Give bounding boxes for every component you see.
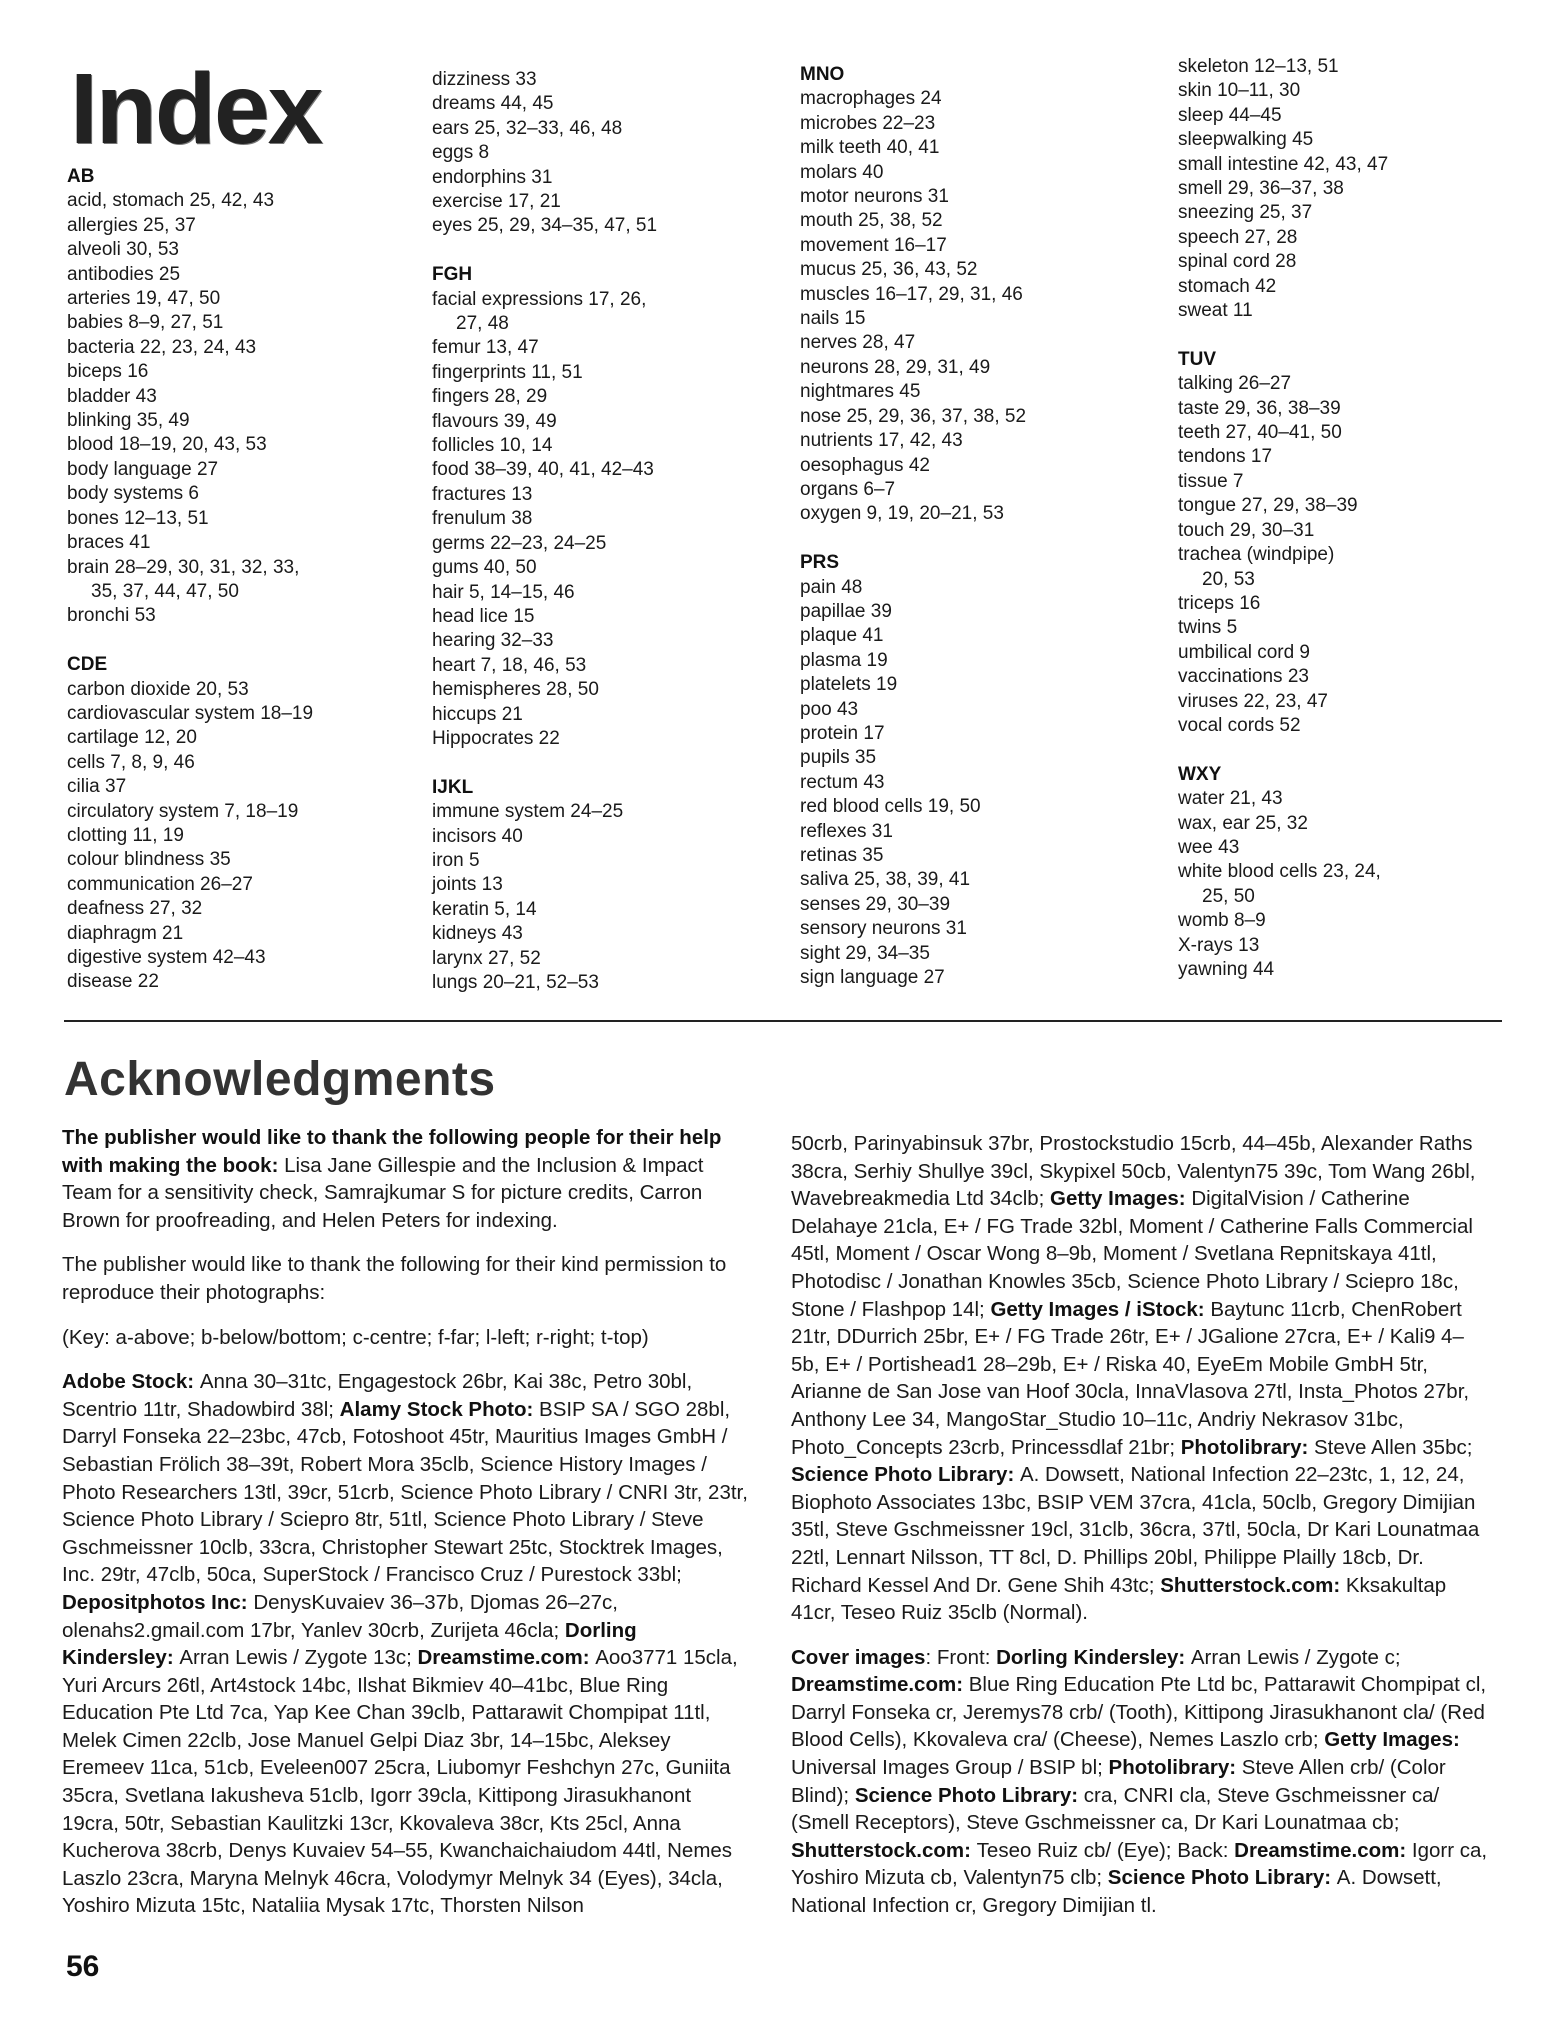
credit-text: DenysKuvaiev 36–37b, Djomas 26–27c, olenahs2.gmail.com 17br, Yanlev 30crb, Zurijeta 46cla; (62, 1590, 618, 1642)
index-section (1178, 348, 1508, 739)
index-entry: small intestine 42, 43, 47 (1178, 153, 1389, 175)
index-entry: communication 26–27 (67, 873, 253, 895)
index-entry: skin 10–11, 30 (1178, 80, 1301, 102)
index-entry: pupils 35 (800, 747, 877, 769)
index-entry: sleep 44–45 (1178, 104, 1282, 126)
credit-source-label: The publisher would like to thank the following people for their help with making the book: (62, 1126, 722, 1177)
credit-source-label: Science Photo Library: (791, 1463, 1020, 1487)
index-entry: carbon dioxide 20, 53 (67, 678, 249, 700)
index-entry: nerves 28, 47 (800, 332, 916, 354)
index-entry: red blood cells 19, 50 (800, 796, 981, 818)
index-column-1 (67, 165, 397, 1019)
index-entry: senses 29, 30–39 (800, 893, 951, 915)
index-entry: cilia 37 (67, 776, 127, 798)
index-entry: microbes 22–23 (800, 112, 936, 134)
credit-source-label: Science Photo Library: (1107, 1866, 1337, 1890)
index-entry: blood 18–19, 20, 43, 53 (67, 434, 267, 456)
credit-text: Steve Allen crb/ (Color Blind); (791, 1756, 1446, 1807)
index-section (432, 263, 762, 751)
index-entry: clotting 11, 19 (67, 824, 184, 846)
index-entry: fractures 13 (432, 483, 533, 505)
index-entry: antibodies 25 (67, 263, 181, 285)
index-entry: bladder 43 (67, 385, 157, 407)
credit-text: Aoo3771 15cla, Yuri Arcurs 26tl, Art4stock 14bc, Ilshat Bikmiev 40–41bc, Blue Ring Education Pte Ltd 7ca, Yap Kee Chan 39clb, Pattarawit Chompipat 11tl, Melek Cimen 22clb, Jose Manuel Gelpi Diaz 3br, 14–15bc, Aleksey Eremeev 11ca, 51cb, Eveleen007 25cra, Liubomyr Feshchyn 27c, Guniita 35cra, Svetlana Iakusheva 51clb, Igorr 39cla, Kittipong Jirasukhanont 19cra, 50tr, Sebastian Kaulitzki 13cr, Kkovaleva 38cr, Kts 25cl, Anna Kucherova 38crb, Denys Kuvaiev 54–55, Kwanchaichaiudom 44tl, Nemes Laszlo 23cra, Maryna Melnyk 46cra, Volodymyr Melnyk 34 (Eyes), 34cla, Yoshiro Mizuta 15tc, Nataliia Mysak 17tc, Thorsten Nilson (62, 1646, 738, 1918)
index-entry: sweat 11 (1178, 300, 1253, 322)
index-entry: nose 25, 29, 36, 37, 38, 52 (800, 405, 1027, 427)
index-entry: womb 8–9 (1178, 910, 1266, 932)
index-entry: twins 5 (1178, 617, 1238, 639)
index-entry: blinking 35, 49 (67, 410, 190, 432)
acknowledgment-paragraph (62, 1251, 752, 1306)
index-entry: exercise 17, 21 (432, 191, 561, 213)
index-entry: speech 27, 28 (1178, 226, 1298, 248)
index-entry: heart 7, 18, 46, 53 (432, 654, 587, 676)
index-section (432, 776, 762, 996)
index-entry: endorphins 31 (432, 166, 553, 188)
index-entry: body systems 6 (67, 483, 199, 505)
index-entry: vocal cords 52 (1178, 714, 1301, 736)
index-entry: oesophagus 42 (800, 454, 930, 476)
credit-text: Arran Lewis / Zygote c; (1190, 1645, 1401, 1669)
index-entry: trachea (windpipe) (1178, 544, 1335, 566)
index-entry: sneezing 25, 37 (1178, 202, 1313, 224)
acknowledgments-title: Acknowledgments (64, 1053, 496, 1106)
index-entry: milk teeth 40, 41 (800, 137, 940, 159)
index-entry: eyes 25, 29, 34–35, 47, 51 (432, 215, 658, 237)
index-entry: spinal cord 28 (1178, 251, 1297, 273)
index-entry: allergies 25, 37 (67, 214, 196, 236)
index-entry: immune system 24–25 (432, 801, 624, 823)
credit-source-label: Cover images (791, 1645, 926, 1669)
index-entry: neurons 28, 29, 31, 49 (800, 356, 991, 378)
section-divider (64, 1020, 1502, 1022)
index-entry: alveoli 30, 53 (67, 239, 179, 261)
index-entry: retinas 35 (800, 844, 884, 866)
credit-text: Blue Ring Education Pte Ltd bc, Pattarawit Chompipat cl, Darryl Fonseka cr, Jeremys78 crb/ (Tooth), Kittipong Jirasukhanont cla/ (Red Blood Cells), Kkovaleva cra/ (Cheese), Nemes Laszlo crb; (791, 1673, 1487, 1752)
acknowledgments-left-column (62, 1124, 752, 1937)
credit-source-label: Getty Images / iStock: (990, 1297, 1211, 1321)
credit-text: Teseo Ruiz cb/ (Eye); Back: (976, 1838, 1235, 1862)
index-entry: bacteria 22, 23, 24, 43 (67, 336, 257, 358)
credit-source-label: Alamy Stock Photo: (339, 1397, 540, 1421)
index-column-4 (1178, 55, 1508, 1007)
index-entry: arteries 19, 47, 50 (67, 288, 221, 310)
index-entry: vaccinations 23 (1178, 666, 1309, 688)
credit-text: : Front: (925, 1645, 997, 1669)
index-entry: organs 6–7 (800, 478, 896, 500)
index-entry: braces 41 (67, 532, 151, 554)
index-entry: oxygen 9, 19, 20–21, 53 (800, 503, 1004, 525)
index-entry: facial expressions 17, 26, (432, 288, 647, 310)
index-section-heading: CDE (67, 654, 108, 676)
index-section (1178, 763, 1508, 983)
credit-text: Lisa Jane Gillespie and the Inclusion & Impact Team for a sensitivity check, Samrajkumar S for picture credits, Carron Brown for proofreading, and Helen Peters for indexing. (62, 1153, 704, 1232)
credit-text: Steve Allen 35bc; (1314, 1435, 1473, 1459)
credit-text: Anna 30–31tc, Engagestock 26br, Kai 38c, Petro 30bl, Scentrio 11tr, Shadowbird 38l; (62, 1370, 693, 1421)
index-entry: hearing 32–33 (432, 630, 554, 652)
credit-source-label: Dreamstime.com: (791, 1673, 969, 1697)
index-entry: colour blindness 35 (67, 849, 231, 871)
index-entry: touch 29, 30–31 (1178, 519, 1315, 541)
index-entry: hemispheres 28, 50 (432, 679, 599, 701)
index-entry: triceps 16 (1178, 592, 1261, 614)
credit-source-label: Photolibrary: (1180, 1435, 1314, 1459)
index-entry: macrophages 24 (800, 88, 942, 110)
credit-text: cra, CNRI cla, Steve Gschmeissner ca/ (Smell Receptors), Steve Gschmeissner ca, Dr Kari Lounatmaa cb; (791, 1783, 1440, 1835)
credit-source-label: Science Photo Library: (854, 1783, 1084, 1807)
index-entry: germs 22–23, 24–25 (432, 532, 607, 554)
index-entry-continuation: 20, 53 (1202, 568, 1255, 590)
index-entry: wax, ear 25, 32 (1178, 812, 1308, 834)
index-entry: disease 22 (67, 971, 159, 993)
index-entry: X-rays 13 (1178, 934, 1260, 956)
index-section-heading: TUV (1178, 348, 1216, 370)
credit-source-label: Dorling Kindersley: (996, 1645, 1191, 1669)
index-entry: plaque 41 (800, 625, 884, 647)
index-section (800, 551, 1130, 990)
index-entry: motor neurons 31 (800, 186, 949, 208)
credit-text: Baytunc 11crb, ChenRobert 21tr, DDurrich 25br, E+ / FG Trade 26tr, E+ / JGalione 27cra, E+ / Kali9 4–5b, E+ / Portishead1 28–29b, E+ / Riska 40, EyeEm Mobile GmbH 5tr, Arianne de San Jose van Hoof 30cla, InnaVlasova 27tl, Insta_Photos 27br, Anthony Lee 34, MangoStar_Studio 10–11c, Andriy Nekrasov 31bc, Photo_Concepts 23crb, Princessdlaf 21br; (791, 1297, 1470, 1459)
index-entry-continuation: 35, 37, 44, 47, 50 (91, 580, 239, 602)
index-entry: cartilage 12, 20 (67, 727, 197, 749)
index-column-2 (432, 68, 762, 1020)
acknowledgments-right-column (791, 1130, 1491, 1937)
index-entry: gums 40, 50 (432, 557, 537, 579)
index-entry: skeleton 12–13, 51 (1178, 56, 1339, 77)
index-entry: umbilical cord 9 (1178, 641, 1310, 663)
credit-text: Arran Lewis / Zygote 13c; (179, 1646, 418, 1670)
acknowledgment-paragraph (791, 1644, 1491, 1920)
index-entry: brain 28–29, 30, 31, 32, 33, (67, 556, 300, 578)
credit-source-label: Getty Images: (1050, 1187, 1192, 1211)
index-entry: circulatory system 7, 18–19 (67, 800, 299, 822)
index-entry: wee 43 (1178, 836, 1240, 858)
credit-text: Igorr ca, Yoshiro Mizuta cb, Valentyn75 clb; (791, 1838, 1488, 1890)
index-entry: acid, stomach 25, 42, 43 (67, 190, 275, 212)
index-entry: hiccups 21 (432, 703, 523, 725)
index-entry: incisors 40 (432, 825, 523, 847)
index-entry: water 21, 43 (1178, 788, 1283, 810)
index-title: Index (70, 53, 322, 165)
index-entry: papillae 39 (800, 600, 892, 622)
credit-source-label: Shutterstock.com: (1160, 1573, 1346, 1597)
index-entry: larynx 27, 52 (432, 947, 541, 969)
index-entry: Hippocrates 22 (432, 727, 560, 749)
index-section (800, 63, 1130, 527)
index-entry: yawning 44 (1178, 959, 1275, 980)
index-entry: food 38–39, 40, 41, 42–43 (432, 459, 654, 481)
credit-source-label: Depositphotos Inc: (62, 1590, 254, 1614)
acknowledgment-paragraph (62, 1124, 752, 1234)
index-entry: molars 40 (800, 161, 884, 183)
acknowledgment-paragraph (791, 1130, 1491, 1627)
index-entry: keratin 5, 14 (432, 898, 537, 920)
index-entry: body language 27 (67, 458, 219, 480)
index-entry: viruses 22, 23, 47 (1178, 690, 1328, 712)
index-section (1178, 55, 1508, 323)
index-section-heading: MNO (800, 64, 845, 85)
index-entry: tendons 17 (1178, 446, 1273, 468)
index-entry: movement 16–17 (800, 234, 947, 256)
index-entry: head lice 15 (432, 605, 535, 627)
index-entry: lungs 20–21, 52–53 (432, 972, 599, 993)
index-entry: nails 15 (800, 308, 866, 330)
index-entry: hair 5, 14–15, 46 (432, 581, 575, 603)
index-entry: fingers 28, 29 (432, 386, 548, 408)
index-section-heading: PRS (800, 552, 840, 574)
index-entry-continuation: 27, 48 (456, 313, 509, 335)
credit-source-label: Shutterstock.com: (791, 1838, 977, 1862)
credit-source-label: Adobe Stock: (62, 1370, 200, 1394)
index-section (67, 653, 397, 995)
index-entry: babies 8–9, 27, 51 (67, 312, 224, 334)
index-entry: joints 13 (432, 874, 503, 896)
index-entry: pain 48 (800, 576, 863, 598)
index-entry: muscles 16–17, 29, 31, 46 (800, 283, 1023, 305)
index-entry: dreams 44, 45 (432, 93, 554, 115)
credit-text: A. Dowsett, National Infection 22–23tc, 1, 12, 24, Biophoto Associates 13bc, BSIP VEM 37cra, 41cla, 50clb, Gregory Dimijian 35tl, Steve Gschmeissner 19cl, 31clb, 36cra, 37tl, 50cla, Dr Kari Lounatmaa 22tl, Lennart Nilsson, TT 8cl, D. Phillips 20bl, Philippe Plailly 18cb, Dr. Richard Kessel And Dr. Gene Shih 43tc; (791, 1463, 1480, 1597)
index-entry: bones 12–13, 51 (67, 507, 209, 529)
index-section (67, 165, 397, 629)
credit-text: (Key: a-above; b-below/bottom; c-centre; f-far; l-left; r-right; t-top) (62, 1325, 649, 1349)
page-number: 56 (66, 1950, 100, 1983)
index-entry: frenulum 38 (432, 508, 533, 530)
index-section (432, 68, 762, 239)
index-entry: poo 43 (800, 698, 859, 720)
index-entry: stomach 42 (1178, 275, 1277, 297)
credit-source-label: Dreamstime.com: (417, 1646, 596, 1670)
index-entry: sleepwalking 45 (1178, 129, 1314, 151)
index-entry: mucus 25, 36, 43, 52 (800, 259, 978, 281)
credit-text: The publisher would like to thank the following for their kind permission to reproduce their photographs: (62, 1253, 727, 1304)
index-entry: deafness 27, 32 (67, 898, 203, 920)
index-column-3 (800, 63, 1130, 1015)
index-entry: mouth 25, 38, 52 (800, 210, 943, 232)
credit-text: BSIP SA / SGO 28bl, Darryl Fonseka 22–23bc, 47cb, Fotoshoot 45tr, Mauritius Images GmbH / Sebastian Frölich 38–39t, Robert Mora 35clb, Science History Images / Photo Researchers 13tl, 39cr, 51crb, Science Photo Library / CNRI 3tr, 23tr, Science Photo Library / Sciepro 8tr, 51tl, Science Photo Library / Steve Gschmeissner 10clb, 33cra, Christopher Stewart 25tc, Stocktrek Images, Inc. 29tr, 47clb, 50ca, SuperStock / Francisco Cruz / Purestock 33bl; (62, 1397, 748, 1587)
index-entry: eggs 8 (432, 142, 490, 164)
credit-source-label: Getty Images: (1324, 1728, 1460, 1752)
index-entry: rectum 43 (800, 771, 885, 793)
index-entry: teeth 27, 40–41, 50 (1178, 422, 1342, 444)
index-entry: dizziness 33 (432, 69, 537, 90)
acknowledgment-paragraph (62, 1324, 752, 1352)
index-entry: ears 25, 32–33, 46, 48 (432, 117, 623, 139)
index-entry: cardiovascular system 18–19 (67, 702, 314, 724)
index-entry: digestive system 42–43 (67, 946, 266, 968)
index-entry: reflexes 31 (800, 820, 893, 842)
index-entry: protein 17 (800, 722, 885, 744)
index-entry-continuation: 25, 50 (1202, 885, 1255, 907)
index-entry: taste 29, 36, 38–39 (1178, 397, 1341, 419)
index-section-heading: AB (67, 166, 95, 187)
index-entry: tissue 7 (1178, 470, 1244, 492)
index-entry: cells 7, 8, 9, 46 (67, 751, 195, 773)
index-entry: follicles 10, 14 (432, 435, 553, 457)
index-entry: bronchi 53 (67, 605, 156, 627)
index-entry: plasma 19 (800, 649, 888, 671)
acknowledgment-paragraph (62, 1368, 752, 1920)
credit-text: DigitalVision / Catherine Delahaye 21cla, E+ / FG Trade 32bl, Moment / Catherine Falls Commercial 45tl, Moment / Oscar Wong 8–9b, Moment / Svetlana Repnitskaya 41tl, Photodisc / Jonathan Knowles 35cb, Science Photo Library / Sciepro 18c, Stone / Flashpop 14l; (791, 1187, 1473, 1321)
index-entry: femur 13, 47 (432, 337, 539, 359)
credit-text: Kksakultap 41cr, Teseo Ruiz 35clb (Normal). (791, 1573, 1447, 1625)
credit-source-label: Photolibrary: (1108, 1756, 1242, 1780)
index-entry: platelets 19 (800, 674, 898, 696)
index-entry: flavours 39, 49 (432, 410, 557, 432)
index-entry: smell 29, 36–37, 38 (1178, 178, 1344, 200)
index-entry: saliva 25, 38, 39, 41 (800, 869, 971, 891)
index-section-heading: IJKL (432, 776, 474, 798)
credit-text: Universal Images Group / BSIP bl; (791, 1756, 1109, 1780)
index-section-heading: WXY (1178, 763, 1222, 785)
credit-text: 50crb, Parinyabinsuk 37br, Prostockstudio 15crb, 44–45b, Alexander Raths 38cra, Serhiy Shullye 39cl, Skypixel 50cb, Valentyn75 39c, Tom Wang 26bl, Wavebreakmedia Ltd 34clb; (791, 1132, 1476, 1211)
index-entry: biceps 16 (67, 361, 149, 383)
index-section-heading: FGH (432, 264, 473, 286)
index-entry: kidneys 43 (432, 923, 523, 945)
index-entry: sign language 27 (800, 967, 945, 989)
index-entry: diaphragm 21 (67, 922, 184, 944)
index-entry: iron 5 (432, 849, 480, 871)
index-entry: nightmares 45 (800, 381, 921, 403)
index-entry: sight 29, 34–35 (800, 942, 930, 964)
credit-text: A. Dowsett, National Infection cr, Gregory Dimijian tl. (791, 1866, 1442, 1918)
index-entry: nutrients 17, 42, 43 (800, 430, 963, 452)
index-entry: sensory neurons 31 (800, 918, 967, 940)
index-entry: talking 26–27 (1178, 373, 1292, 395)
credit-source-label: Dorling Kindersley: (62, 1618, 637, 1670)
index-entry: white blood cells 23, 24, (1178, 861, 1381, 883)
index-entry: tongue 27, 29, 38–39 (1178, 495, 1358, 517)
index-entry: fingerprints 11, 51 (432, 361, 583, 383)
credit-source-label: Dreamstime.com: (1234, 1838, 1412, 1862)
